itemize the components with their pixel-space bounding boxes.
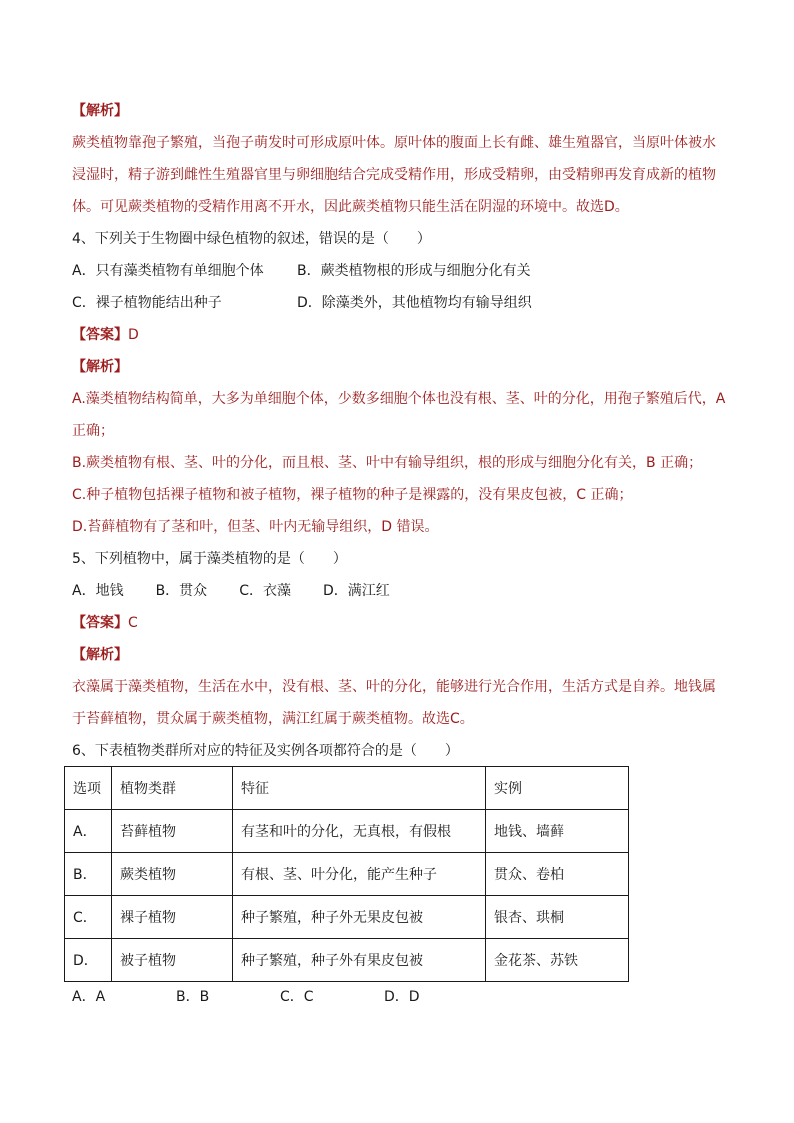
table-header-cell: 实例	[486, 767, 629, 810]
table-cell: 裸子植物	[112, 896, 233, 939]
table-cell: 种子繁殖，种子外无果皮包被	[233, 896, 486, 939]
table-cell: B．	[65, 853, 112, 896]
table-cell: A．	[65, 810, 112, 853]
table-row	[65, 896, 629, 939]
question-stem: 4、下列关于生物圈中绿色植物的叙述，错误的是（ ）	[72, 231, 431, 247]
analysis-text: D.苔藓植物有了茎和叶，但茎、叶内无输导组织，D 错误。	[72, 519, 439, 535]
option-c: C．C	[280, 989, 314, 1005]
option-b: B．B	[176, 989, 210, 1005]
table-cell: 贯众、卷柏	[486, 853, 629, 896]
answer-line	[72, 612, 722, 634]
option-row	[72, 986, 722, 1008]
table-row	[65, 853, 629, 896]
option-b: B．蕨类植物根的形成与细胞分化有关	[297, 263, 531, 279]
analysis-text: 蕨类植物靠孢子繁殖，当孢子萌发时可形成原叶体。原叶体的腹面上长有雌、雄生殖器官，当原叶体被水	[72, 135, 716, 151]
plant-groups-table	[64, 766, 629, 982]
analysis-label: 【解析】	[72, 647, 128, 663]
answer-label: 【答案】	[72, 615, 128, 631]
option-b: B．贯众	[155, 583, 208, 599]
question-stem: 6、下表植物类群所对应的特征及实例各项都符合的是（ ）	[72, 743, 459, 759]
question-stem: 5、下列植物中，属于藻类植物的是（ ）	[72, 551, 347, 567]
option-d: D．除藻类外，其他植物均有输导组织	[297, 295, 532, 311]
analysis-text: C.种子植物包括裸子植物和被子植物，裸子植物的种子是裸露的，没有果皮包被，C 正确；	[72, 487, 633, 503]
table-cell: 苔藓植物	[112, 810, 233, 853]
analysis-text: 浸湿时，精子游到雌性生殖器官里与卵细胞结合完成受精作用，形成受精卵，由受精卵再发育成新的植物	[72, 167, 716, 183]
table-cell: 蕨类植物	[112, 853, 233, 896]
table-cell: 地钱、墙藓	[486, 810, 629, 853]
option-a: A．地钱	[72, 583, 124, 599]
table-row	[65, 810, 629, 853]
table-cell: 有根、茎、叶分化，能产生种子	[233, 853, 486, 896]
option-d: D．D	[384, 989, 420, 1005]
table-cell: 被子植物	[112, 939, 233, 982]
analysis-text: 衣藻属于藻类植物，生活在水中，没有根、茎、叶的分化，能够进行光合作用，生活方式是自养。地钱属	[72, 679, 716, 695]
option-c: C．裸子植物能结出种子	[72, 295, 222, 311]
table-header-cell: 植物类群	[112, 767, 233, 810]
option-d: D．满江红	[322, 583, 390, 599]
table-cell: C．	[65, 896, 112, 939]
answer-value: C	[128, 615, 138, 631]
analysis-text: A.藻类植物结构简单，大多为单细胞个体，少数多细胞个体也没有根、茎、叶的分化，用孢子繁殖后代，A	[72, 391, 726, 407]
table-cell: 种子繁殖，种子外有果皮包被	[233, 939, 486, 982]
option-row	[72, 580, 722, 602]
analysis-text: 正确；	[72, 423, 114, 439]
analysis-text: B.蕨类植物有根、茎、叶的分化，而且根、茎、叶中有输导组织，根的形成与细胞分化有关，B 正确；	[72, 455, 703, 471]
answer-value: D	[128, 327, 139, 343]
answer-line	[72, 324, 722, 346]
option-a: A．A	[72, 989, 106, 1005]
analysis-text: 于苔藓植物，贯众属于蕨类植物，满江红属于蕨类植物。故选C。	[72, 711, 474, 727]
option-row	[72, 260, 722, 282]
table-header-cell: 特征	[233, 767, 486, 810]
table-cell: 有茎和叶的分化，无真根，有假根	[233, 810, 486, 853]
analysis-text: 体。可见蕨类植物的受精作用离不开水，因此蕨类植物只能生活在阴湿的环境中。故选D。	[72, 199, 629, 215]
option-a: A．只有藻类植物有单细胞个体	[72, 263, 264, 279]
table-cell: D．	[65, 939, 112, 982]
table-cell: 银杏、珙桐	[486, 896, 629, 939]
table-cell: 金花茶、苏铁	[486, 939, 629, 982]
document-page	[72, 100, 726, 1008]
table-header-row	[65, 767, 629, 810]
option-row	[72, 292, 722, 314]
analysis-label: 【解析】	[72, 359, 128, 375]
analysis-label: 【解析】	[72, 103, 128, 119]
table-header-cell: 选项	[65, 767, 112, 810]
table-row	[65, 939, 629, 982]
option-c: C．衣藻	[239, 583, 291, 599]
answer-label: 【答案】	[72, 327, 128, 343]
